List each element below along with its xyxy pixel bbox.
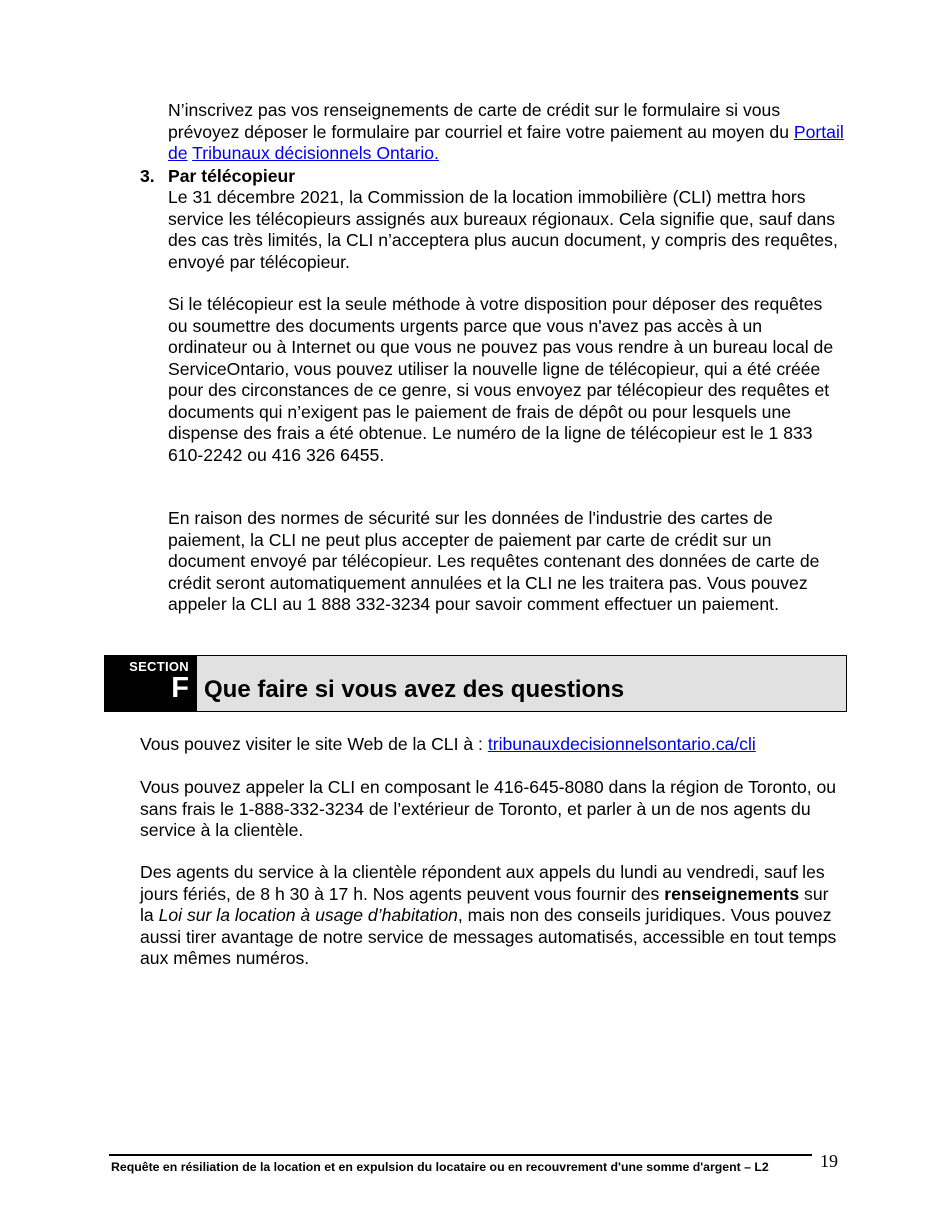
fax-paragraph-3: En raison des normes de sécurité sur les données de l'industrie des cartes de paiement, la CLI ne peut plus accepter de paiement par carte de crédit sur un document envoyé par télécopieur. Les requêtes contenant des données de carte de crédit seront automatiquement annulées et la CLI ne les traitera pas. Vous pouvez appeler la CLI au 1 888 332-3234 pour savoir comment effectuer un paiement. — [168, 508, 820, 614]
intro-paragraph — [168, 100, 848, 165]
section-f-header — [104, 655, 848, 712]
section-letter: F — [171, 672, 189, 704]
questions-paragraph-2: Vous pouvez appeler la CLI en composant le 416-645-8080 dans la région de Toronto, ou sans frais le 1-888-332-3234 de l’extérieur de Toronto, et parler à un de nos agents du service à la clientèle. — [140, 777, 837, 840]
hours-text: Des agents du service à la clientèle répondent aux appels du lundi au vendredi, sauf les jours fériés, de 8 h 30 à 17 h. Nos agents peuvent vous fournir des — [140, 862, 825, 904]
fax-paragraph-1: Le 31 décembre 2021, la Commission de la location immobilière (CLI) mettra hors service les télécopieurs assignés aux bureaux régionaux. Cela signifie que, sauf dans des cas très limités, la CLI n’acceptera plus aucun document, y compris des requêtes, envoyé par télécopieur. — [168, 187, 838, 272]
section-word: SECTION — [129, 659, 189, 674]
questions-paragraph-1 — [140, 734, 850, 756]
section-title: Que faire si vous avez des questions — [204, 676, 625, 703]
tribunals-link[interactable]: Tribunaux décisionnels Ontario. — [192, 143, 439, 163]
law-prefix-text: sur la — [140, 883, 829, 925]
footer-form-title: Requête en résiliation de la location et en expulsion du locataire ou en recouvrement d'une somme d'argent – L2 — [111, 1160, 769, 1174]
questions-paragraph-3 — [140, 862, 845, 970]
fax-paragraph-2: Si le télécopieur est la seule méthode à votre disposition pour déposer des requêtes ou soumettre des documents urgents parce que vous n'avez pas accès à un ordinateur ou à Internet ou que vous ne pouvez pas vous rendre à un bureau local de ServiceOntario, vous pouvez utiliser la nouvelle ligne de télécopieur, qui a été créée pour des circonstances de ce genre, si vous envoyez par télécopieur des requêtes et documents qui n’exigent pas le paiement de frais de dépôt ou pour lesquels une dispense des frais a été obtenue. Le numéro de la ligne de télécopieur est le 1 833 610-2242 ou 416 326 6455. — [168, 294, 834, 465]
section-title-box — [197, 655, 847, 712]
section-badge — [104, 655, 197, 712]
footer-rule — [109, 1154, 812, 1156]
fax-heading: Par télécopieur — [168, 166, 296, 186]
advice-text: , mais non des conseils juridiques. Vous pouvez aussi tirer avantage de notre service de messages automatisés, accessible en tout temps aux mêmes numéros. — [140, 905, 837, 968]
law-title: Loi sur la location à usage d’habitation — [158, 905, 458, 925]
fax-number: 3. — [140, 166, 155, 186]
page-number: 19 — [820, 1151, 838, 1171]
website-text: Vous pouvez visiter le site Web de la CLI à : — [140, 734, 488, 754]
website-link[interactable]: tribunauxdecisionnelsontario.ca/cli — [487, 734, 756, 754]
renseignements-bold: renseignements — [664, 883, 800, 904]
intro-text: N’inscrivez pas vos renseignements de carte de crédit sur le formulaire si vous prévoyez déposer le formulaire par courriel et faire votre paiement au moyen du — [168, 100, 794, 142]
portal-link[interactable]: Portail de — [168, 121, 844, 163]
